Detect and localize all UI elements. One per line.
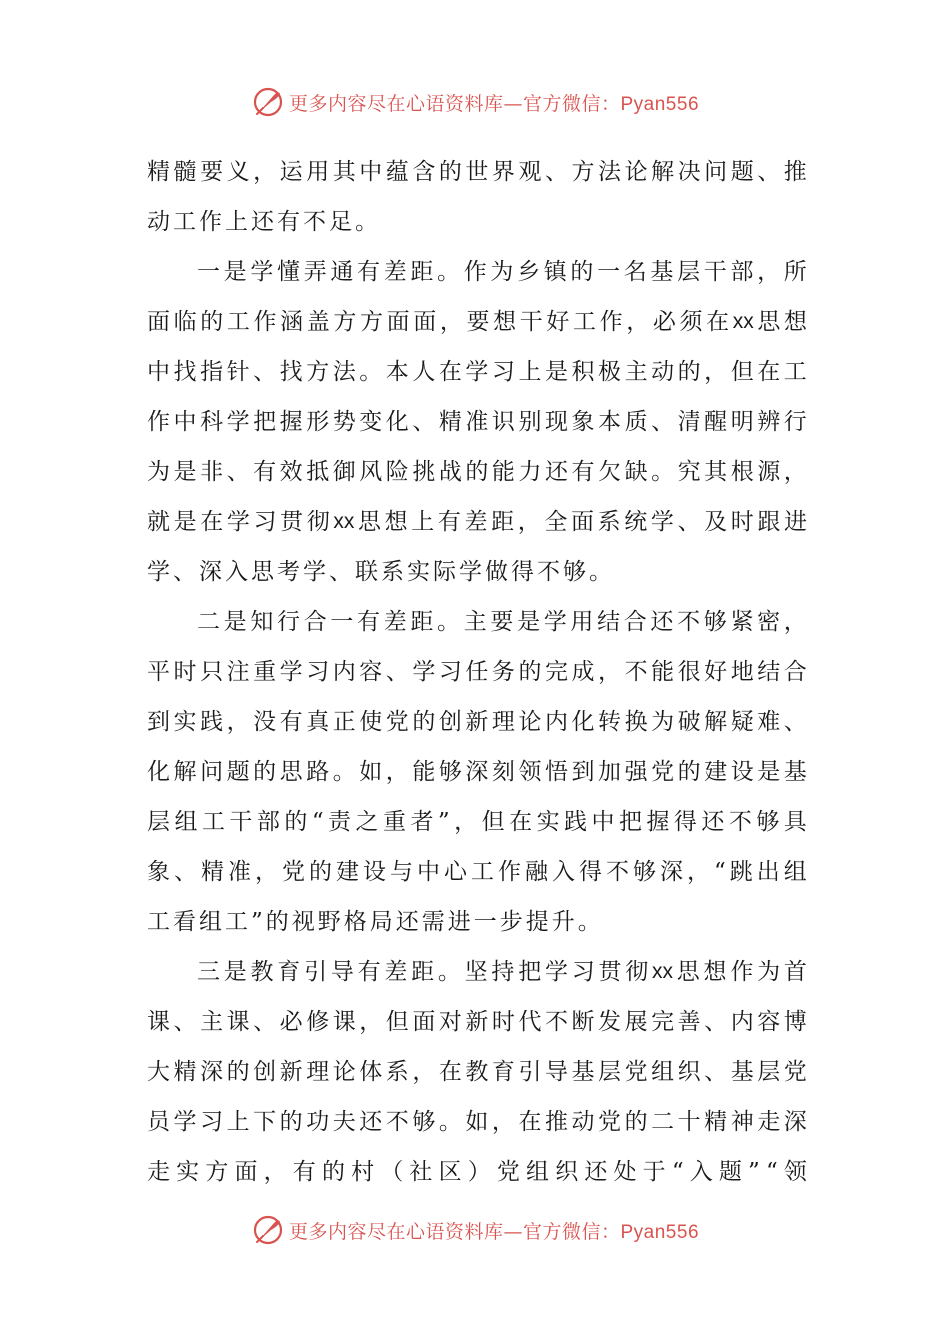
quill-logo-icon [251,1213,285,1247]
watermark-text: 更多内容尽在心语资料库—官方微信：Pyan556 [288,92,700,115]
text-line: 一 是 学 懂 弄 通 有 差 距 。 作 为 乡 镇 的 一 名 基 层 干 部 ， 所 [197,259,807,285]
wechat-id: Pyan556 [620,1221,700,1243]
text-line: 员 学 习 上 下 的 功 夫 还 不 够 。 如 ， 在 推 动 党 的 二 十 精 神 走 深 [147,1109,807,1135]
text-line: 工 看 组 工 ” 的 视 野 格 局 还 需 进 一 步 提 升 。 [147,909,604,935]
text-line: 大 精 深 的 创 新 理 论 体 系 ， 在 教 育 引 导 基 层 党 组 织 、 基 层 党 [147,1059,807,1085]
text-line: 为 是 非 、 有 效 抵 御 风 险 挑 战 的 能 力 还 有 欠 缺 。 究 其 根 源 ， [147,459,807,485]
text-line: 作 中 科 学 把 握 形 势 变 化 、 精 准 识 别 现 象 本 质 、 清 醒 明 辨 行 [147,409,807,435]
text-line: 走 实 方 面 ， 有 的 村 （ 社 区 ） 党 组 织 还 处 于 “ 入 题 ” “ 领 [147,1159,807,1185]
watermark-text: 更多内容尽在心语资料库—官方微信：Pyan556 [288,1220,700,1243]
text-line: 精 髓 要 义 ， 运 用 其 中 蕴 含 的 世 界 观 、 方 法 论 解 决 问 题 、 推 [147,159,807,185]
document-body [147,147,807,1197]
text-line: 中 找 指 针 、 找 方 法 。 本 人 在 学 习 上 是 积 极 主 动 的 ， 但 在 工 [147,359,807,385]
text-line: 三 是 教 育 引 导 有 差 距 。 坚 持 把 学 习 贯 彻 xx 思 想 作 为 首 [197,959,807,985]
text-line: 就 是 在 学 习 贯 彻 xx 思 想 上 有 差 距 ， 全 面 系 统 学 、 及 时 跟 进 [147,509,807,535]
text-line: 面 临 的 工 作 涵 盖 方 方 面 面 ， 要 想 干 好 工 作 ， 必 须 在 xx 思 想 [147,309,807,335]
text-line: 二 是 知 行 合 一 有 差 距 。 主 要 是 学 用 结 合 还 不 够 紧 密 ， [197,609,807,635]
text-line: 化 解 问 题 的 思 路 。 如 ， 能 够 深 刻 领 悟 到 加 强 党 的 建 设 是 基 [147,759,807,785]
text-line: 学 、 深 入 思 考 学 、 联 系 实 际 学 做 得 不 够 。 [147,559,615,585]
text-line: 象 、 精 准 ， 党 的 建 设 与 中 心 工 作 融 入 得 不 够 深 ， “ 跳 出 组 [147,859,807,885]
wechat-id: Pyan556 [620,93,700,115]
text-line: 层 组 工 干 部 的 “ 责 之 重 者 ” ， 但 在 实 践 中 把 握 得 还 不 够 具 [147,809,807,835]
text-line: 动 工 作 上 还 有 不 足 。 [147,209,381,235]
text-line: 课 、 主 课 、 必 修 课 ， 但 面 对 新 时 代 不 断 发 展 完 善 、 内 容 博 [147,1009,807,1035]
watermark-banner-top [0,82,950,122]
text-line: 平 时 只 注 重 学 习 内 容 、 学 习 任 务 的 完 成 ， 不 能 很 好 地 结 合 [147,659,807,685]
text-line: 到 实 践 ， 没 有 真 正 使 党 的 创 新 理 论 内 化 转 换 为 破 解 疑 难 、 [147,709,807,735]
watermark-banner-bottom [0,1210,950,1250]
quill-logo-icon [251,85,285,119]
